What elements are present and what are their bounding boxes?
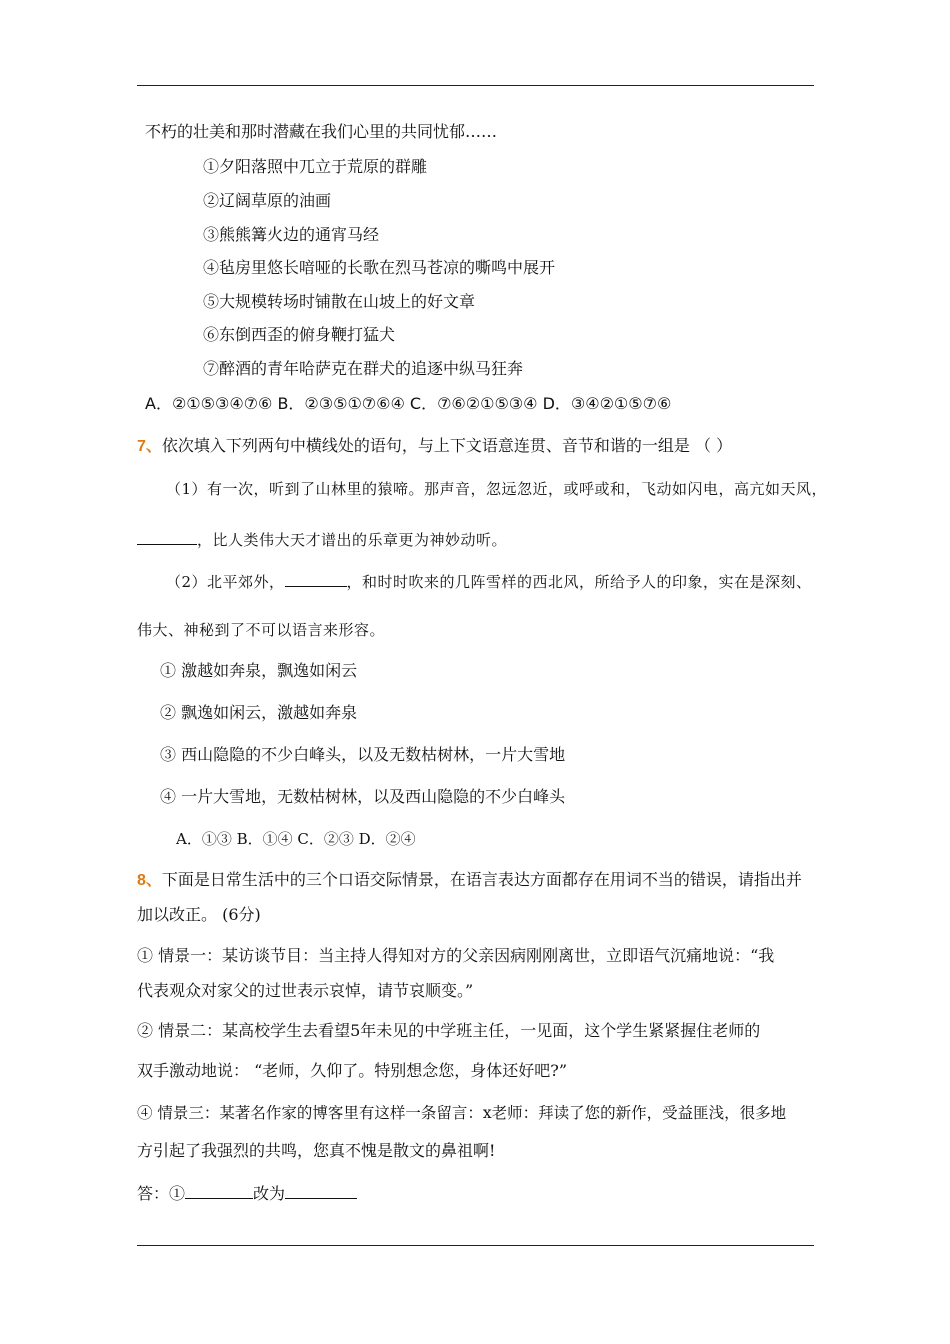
answer-prefix: 答：① (137, 1184, 186, 1203)
answer-blank[interactable] (285, 571, 347, 587)
q6-item: ②辽阔草原的油画 (203, 191, 332, 210)
header-rule (137, 85, 814, 86)
footer-rule (137, 1245, 814, 1246)
q6-item: ①夕阳落照中兀立于荒原的群雕 (203, 157, 428, 176)
q7-stem-line (137, 436, 732, 457)
q8-stem-line-2: 加以改正。 (6分) (137, 905, 261, 924)
q7-sentence-2-cont: 伟大、神秘到了不可以语言来形容。 (137, 621, 386, 639)
continuation-text: 不朽的壮美和那时潜藏在我们心里的共同忧郁…… (145, 122, 498, 141)
q8-scenario-1: ① 情景一：某访谈节目：当主持人得知对方的父亲因病刚刚离世，立即语气沉痛地说：“我 (137, 946, 775, 965)
q7-sentence-1: （1）有一次，听到了山林里的猿啼。那声音，忽远忽近，或呼或和，飞动如闪电，高亢如天风， (166, 480, 828, 498)
q7-options: A．①③ B．①④ C．②③ D．②④ (176, 830, 416, 848)
q8-scenario-2: ② 情景二：某高校学生去看望5年未见的中学班主任，一见面，这个学生紧紧握住老师的 (137, 1021, 761, 1040)
q7-sentence-2-mid: ，和时时吹来的几阵雪样的西北风，所给予人的印象，实在是深刻、 (346, 573, 812, 591)
q7-sentence-2 (166, 571, 812, 592)
answer-blank[interactable] (285, 1183, 357, 1199)
q7-stem: 依次填入下列两句中横线处的语句，与上下文语意连贯、音节和谐的一组是 （ ） (161, 436, 733, 455)
q8-stem: 下面是日常生活中的三个口语交际情景，在语言表达方面都存在用词不当的错误，请指出并 (161, 870, 802, 889)
q7-item: ① 激越如奔泉，飘逸如闲云 (160, 661, 358, 680)
q6-item: ④毡房里悠长喑哑的长歌在烈马苍凉的嘶鸣中展开 (203, 258, 556, 277)
q8-scenario-1-cont: 代表观众对家父的过世表示哀悼，请节哀顺变。” (137, 981, 474, 1000)
answer-blank[interactable] (137, 529, 197, 545)
answer-mid: 改为 (253, 1184, 286, 1203)
q7-item: ④ 一片大雪地，无数枯树林，以及西山隐隐的不少白峰头 (160, 787, 566, 806)
q8-scenario-3: ④ 情景三：某著名作家的博客里有这样一条留言：x老师：拜读了您的新作，受益匪浅，很多地 (137, 1104, 787, 1122)
q6-item: ⑥东倒西歪的俯身鞭打猛犬 (203, 325, 396, 344)
question-number: 8、 (137, 872, 162, 889)
q7-sentence-1-cont (137, 529, 507, 550)
question-number: 7、 (137, 438, 162, 455)
answer-line (137, 1183, 357, 1204)
q6-item: ③熊熊篝火边的通宵马经 (203, 225, 380, 244)
q6-item: ⑤大规模转场时铺散在山坡上的好文章 (203, 292, 476, 311)
q7-item: ② 飘逸如闲云，激越如奔泉 (160, 703, 358, 722)
q8-stem-line-1 (137, 870, 802, 891)
answer-blank[interactable] (185, 1183, 253, 1199)
q6-options: A．②①⑤③④⑦⑥ B．②③⑤①⑦⑥④ C．⑦⑥②①⑤③④ D．③④②①⑤⑦⑥ (145, 394, 672, 413)
q6-item: ⑦醉酒的青年哈萨克在群犬的追逐中纵马狂奔 (203, 359, 524, 378)
q8-scenario-3-cont: 方引起了我强烈的共鸣，您真不愧是散文的鼻祖啊! (137, 1141, 496, 1160)
q7-sentence-2-head: （2）北平郊外， (166, 573, 285, 591)
q7-sentence-1-tail: ，比人类伟大天才谱出的乐章更为神妙动听。 (197, 531, 508, 549)
q8-scenario-2-cont: 双手激动地说： “老师，久仰了。特别想念您，身体还好吧?” (137, 1061, 568, 1080)
q7-item: ③ 西山隐隐的不少白峰头，以及无数枯树林，一片大雪地 (160, 745, 566, 764)
